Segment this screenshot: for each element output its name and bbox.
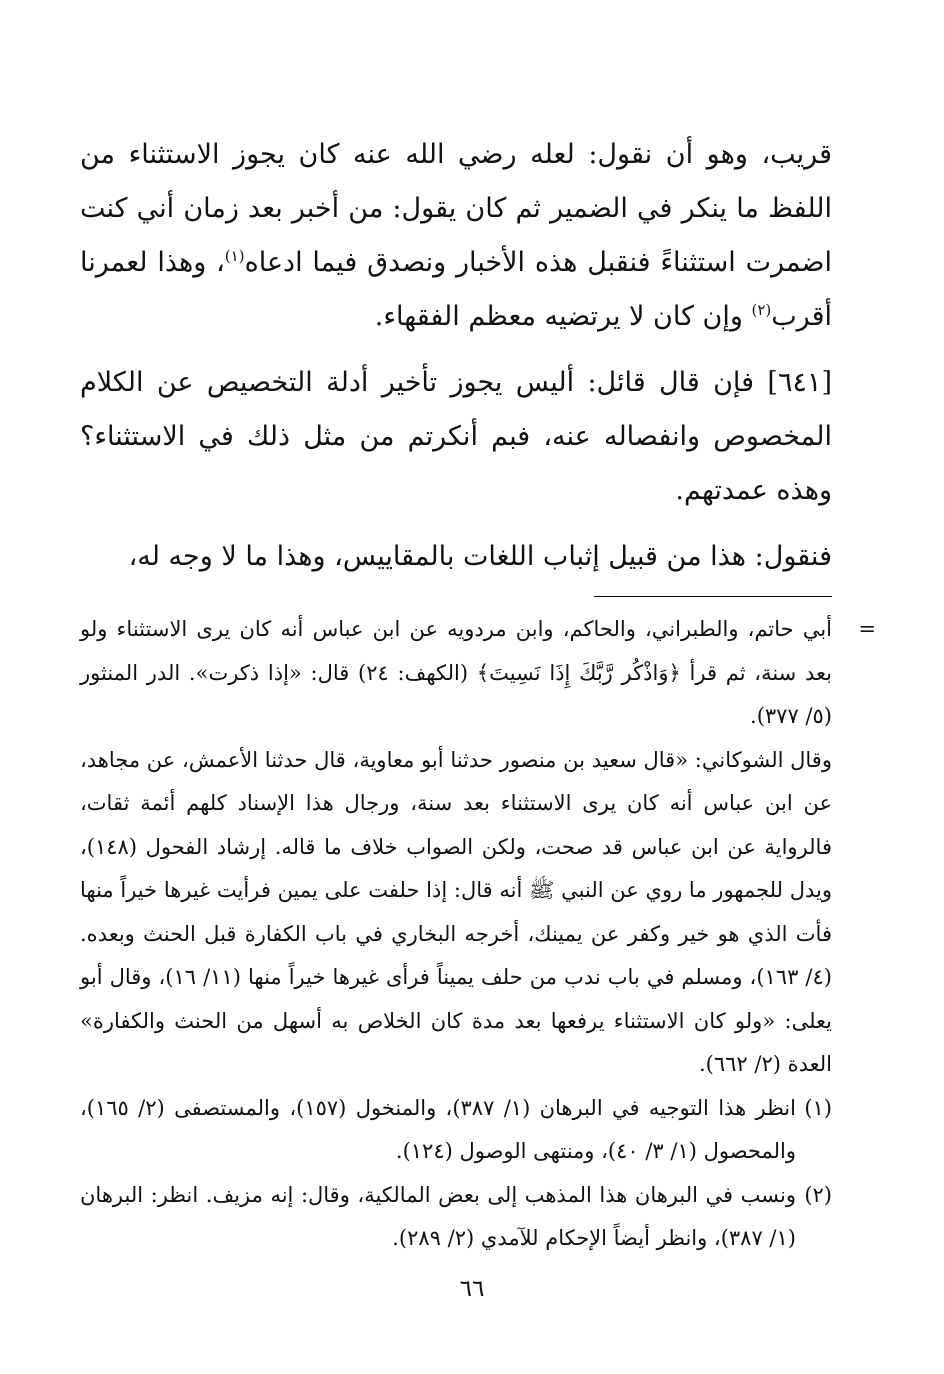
footnote-2-text: ونسب في البرهان هذا المذهب إلى بعض المالكية، وقال: إنه مزيف. انظر: البرهان (١/ ٣٨٧)، وانظر أيضاً الإحكام للآمدي (٢/ ٢٨٩). xyxy=(80,1182,796,1250)
footnote-1-text: انظر هذا التوجيه في البرهان (١/ ٣٨٧)، والمنخول (١٥٧)، والمستصفى (٢/ ١٦٥)، والمحصول (١/ ٣/ ٤٠)، ومنتهى الوصول (١٢٤). xyxy=(80,1095,796,1163)
footnote-2-number: (٢) xyxy=(804,1182,832,1207)
footnote-2 xyxy=(80,1174,832,1261)
para1-text-a: قريب، وهو أن نقول: لعله رضي الله عنه كان يجوز الاستثناء من اللفظ ما ينكر في الضمير ثم كان يقول: من أخبر بعد زمان أني كنت اضمرت استثناءً فنقبل هذه الأخبار ونصدق فيما ادعاه xyxy=(80,139,832,278)
footnote-continuation-paragraph-2: وقال الشوكاني: «قال سعيد بن منصور حدثنا أبو معاوية، قال حدثنا الأعمش، عن مجاهد، عن ابن عباس أنه كان يرى الاستثناء بعد سنة، ورجال هذا الإسناد كلهم أئمة ثقات، فالرواية عن ابن عباس قد صحت، ولكن الصواب خلاف ما قاله. إرشاد الفحول (١٤٨)، ويدل للجمهور ما روي عن النبي ﷺ أنه قال: إذا حلفت على يمين فرأيت غيرها خيراً منها فأت الذي هو خير وكفر عن يمينك، أخرجه البخاري في باب الكفارة قبل الحنث وبعده. (٤/ ١٦٣)، ومسلم في باب ندب من حلف يميناً فرأى غيرها خيراً منها (١١/ ١٦)، وقال أبو يعلى: «ولو كان الاستثناء يرفعها بعد مدة كان الخلاص به أسهل من الحنث والكفارة» العدة (٢/ ٦٦٢). xyxy=(80,747,832,1076)
footnote-continuation xyxy=(80,608,876,1087)
footnote-ref-2[interactable]: (٢) xyxy=(751,301,772,319)
footnote-ref-1[interactable]: (١) xyxy=(224,247,245,265)
main-paragraph-1 xyxy=(80,128,832,344)
main-paragraph-2: [٦٤١] فإن قال قائل: أليس يجوز تأخير أدلة التخصيص عن الكلام المخصوص وانفصاله عنه، فبم أنكرتم من مثل ذلك في الاستثناء؟ وهذه عمدتهم. xyxy=(80,367,832,506)
footnote-1-number: (١) xyxy=(804,1095,832,1120)
footnote-1 xyxy=(80,1087,832,1174)
main-paragraph-3: فنقول: هذا من قبيل إثباب اللغات بالمقاييس، وهذا ما لا وجه له، xyxy=(128,541,832,572)
main-text xyxy=(80,128,832,584)
para1-text-b: ، وهذا لعمرنا أقرب xyxy=(80,247,832,332)
para1-text-c: وإن كان لا يرتضيه معظم الفقهاء. xyxy=(374,301,752,332)
footnote-divider xyxy=(594,596,832,597)
footnotes-section xyxy=(80,608,876,1261)
page-number: ٦٦ xyxy=(459,1276,485,1302)
continuation-mark: = xyxy=(858,617,876,641)
footnote-continuation-paragraph-1: أبي حاتم، والطبراني، والحاكم، وابن مردويه عن ابن عباس أنه كان يرى الاستثناء ولو بعد سنة، ثم قرأ ﴿وَاذْكُر رَّبَّكَ إِذَا نَسِيتَ﴾ (الكهف: ٢٤) قال: «إذا ذكرت». الدر المنثور (٥/ ٣٧٧). xyxy=(80,617,832,728)
